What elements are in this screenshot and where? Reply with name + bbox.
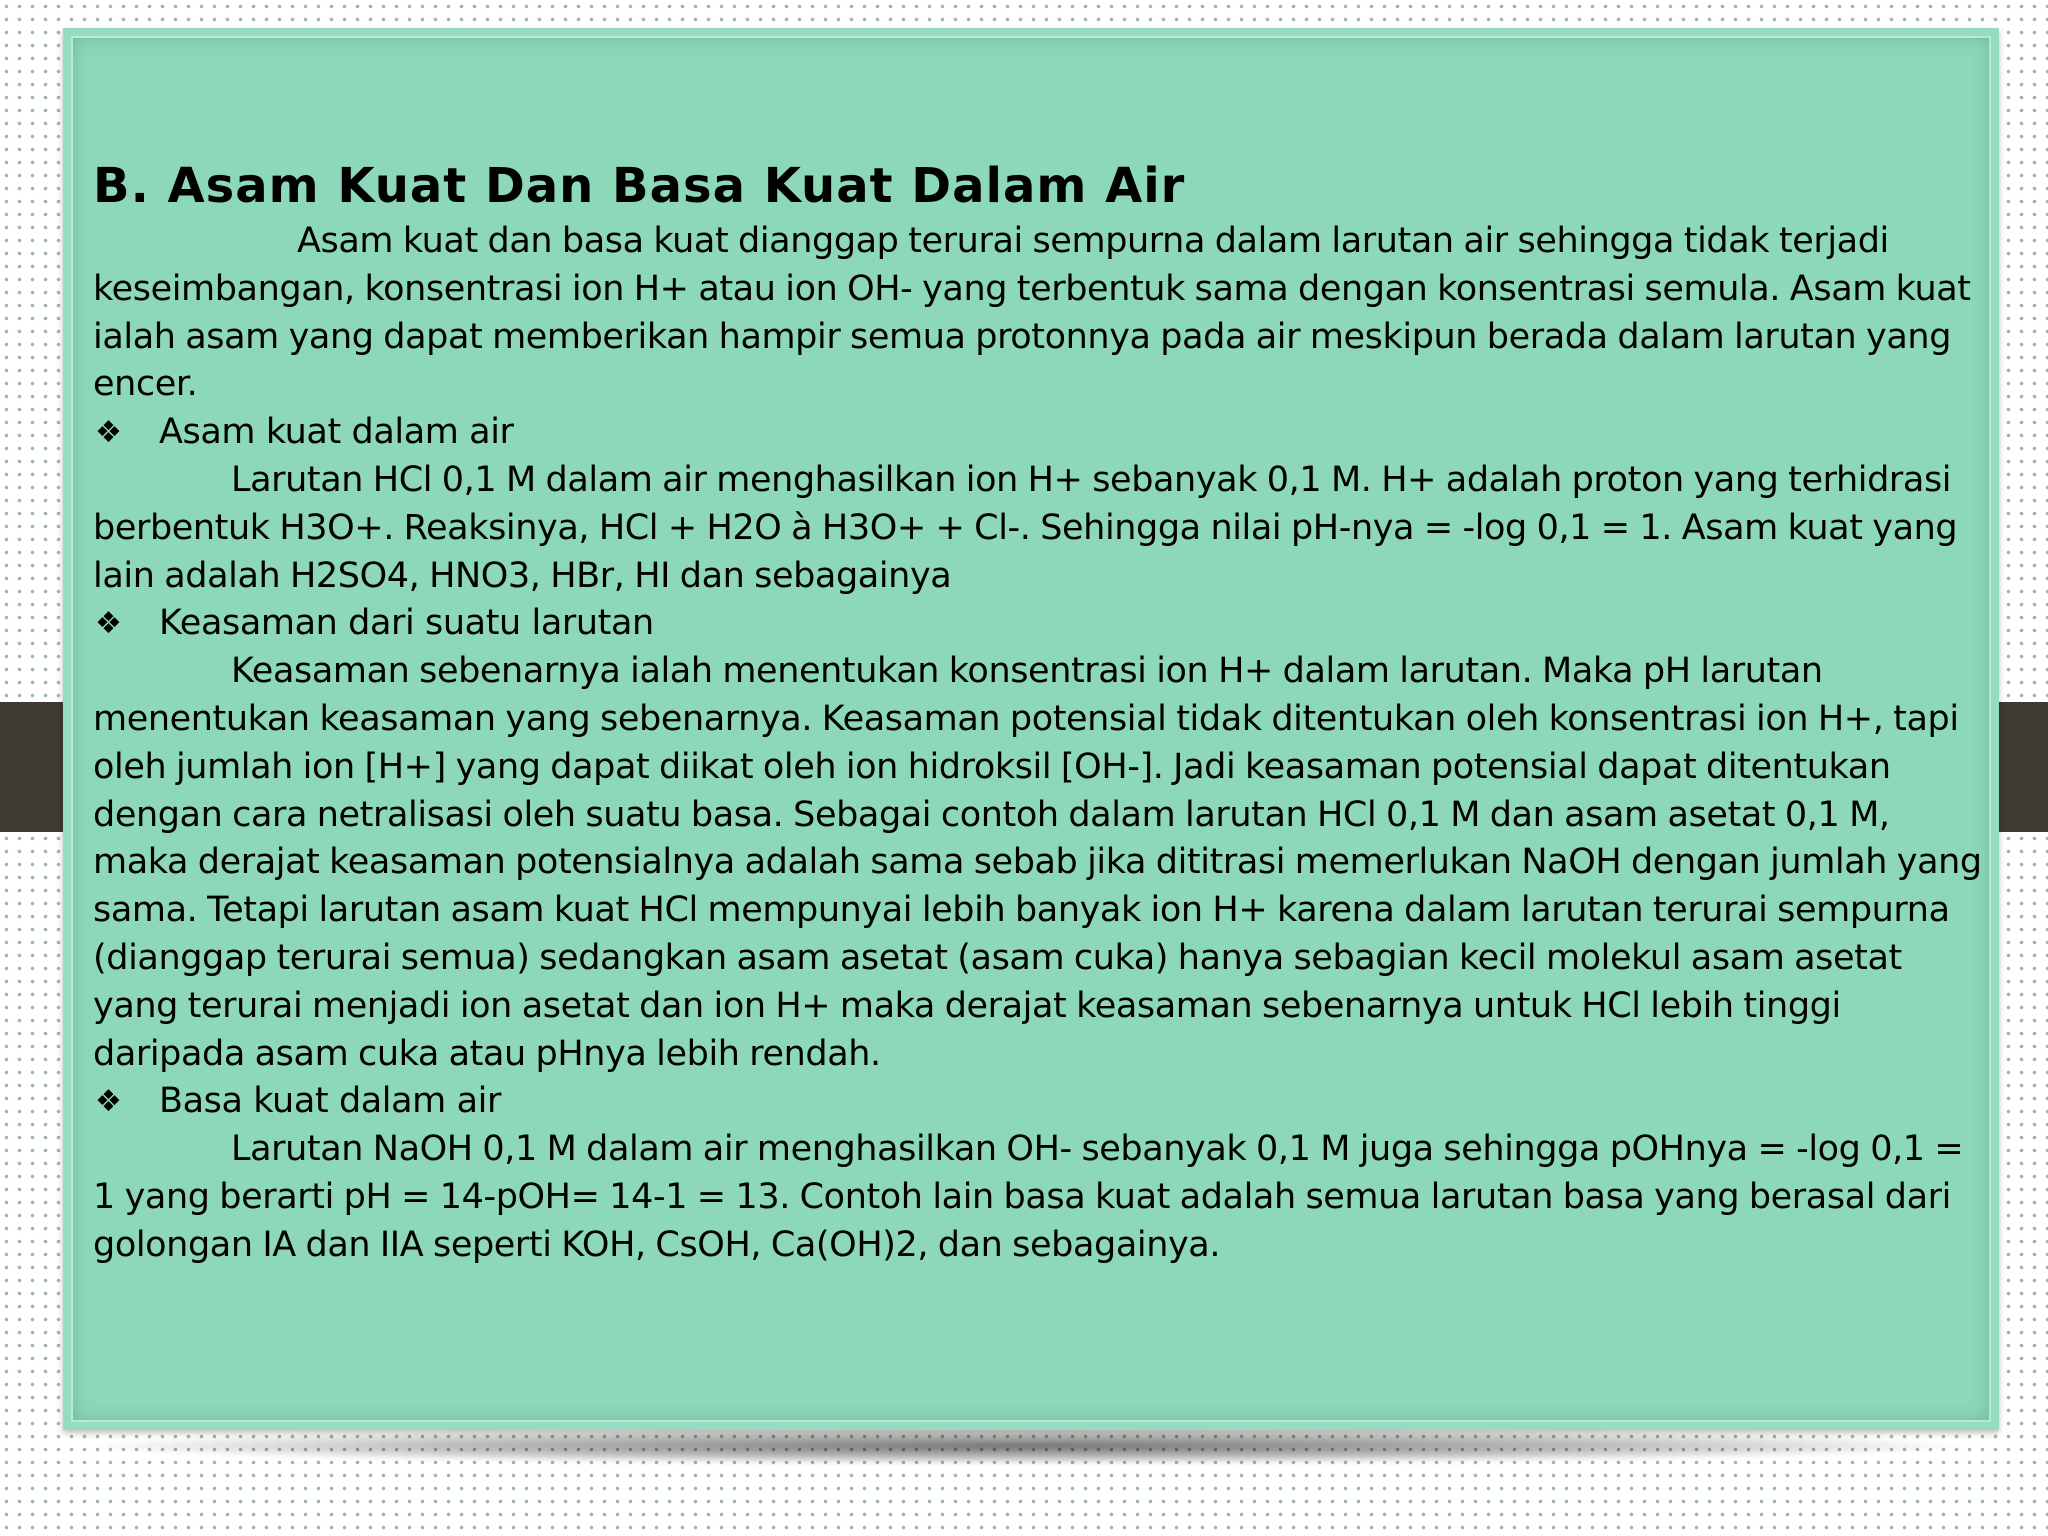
section-heading-label: Asam kuat dalam air: [159, 412, 514, 453]
slide-content: [93, 154, 1993, 1270]
section-heading-strong-base: [93, 1078, 1993, 1126]
section-body-strong-acid: Larutan HCl 0,1 M dalam air menghasilkan ion H+ sebanyak 0,1 M. H+ adalah proton yang terhidrasi berbentuk H3O+. Reaksinya, HCl + H2O à H3O+ + Cl-. Sehingga nilai pH-nya = -log 0,1 = 1. Asam kuat yang lain adalah H2SO4, HNO3, HBr, HI dan sebagainya: [93, 459, 1958, 596]
section-body-strong-base: Larutan NaOH 0,1 M dalam air menghasilkan OH- sebanyak 0,1 M juga sehingga pOHnya = -log 0,1 = 1 yang berarti pH = 14-pOH= 14-1 = 13. Contoh lain basa kuat adalah semua larutan basa yang berasal dari golongan IA dan IIA seperti KOH, CsOH, Ca(OH)2, dan sebagainya.: [93, 1129, 1964, 1265]
diamond-bullet-icon: ❖: [95, 415, 122, 451]
slide-panel: [63, 28, 1999, 1430]
section-heading-label: Keasaman dari suatu larutan: [159, 603, 654, 644]
slide-title: B. Asam Kuat Dan Basa Kuat Dalam Air: [93, 158, 1186, 214]
slide-shadow: [95, 1428, 1955, 1464]
section-heading-strong-acid: [93, 409, 1993, 457]
section-heading-label: Basa kuat dalam air: [159, 1081, 501, 1122]
section-heading-acidity: [93, 600, 1993, 648]
section-body-acidity: Keasaman sebenarnya ialah menentukan konsentrasi ion H+ dalam larutan. Maka pH larutan menentukan keasaman yang sebenarnya. Keasaman potensial tidak ditentukan oleh konsentrasi ion H+, tapi oleh jumlah ion [H+] yang dapat diikat oleh ion hidroksil [OH-]. Jadi keasaman potensial dapat ditentukan dengan cara netralisasi oleh suatu basa. Sebagai contoh dalam larutan HCl 0,1 M dan asam asetat 0,1 M, maka derajat keasaman potensialnya adalah sama sebab jika dititrasi memerlukan NaOH dengan jumlah yang sama. Tetapi larutan asam kuat HCl mempunyai lebih banyak ion H+ karena dalam larutan terurai sempurna (dianggap terurai semua) sedangkan asam asetat (asam cuka) hanya sebagian kecil molekul asam asetat yang terurai menjadi ion asetat dan ion H+ maka derajat keasaman sebenarnya untuk HCl lebih tinggi daripada asam cuka atau pHnya lebih rendah.: [93, 651, 1982, 1074]
diamond-bullet-icon: ❖: [95, 1084, 122, 1120]
diamond-bullet-icon: ❖: [95, 606, 122, 642]
intro-paragraph: Asam kuat dan basa kuat dianggap terurai sempurna dalam larutan air sehingga tidak terjadi keseimbangan, konsentrasi ion H+ atau ion OH- yang terbentuk sama dengan konsentrasi semula. Asam kuat ialah asam yang dapat memberikan hampir semua protonnya pada air meskipun berada dalam larutan yang encer.: [93, 221, 1971, 405]
